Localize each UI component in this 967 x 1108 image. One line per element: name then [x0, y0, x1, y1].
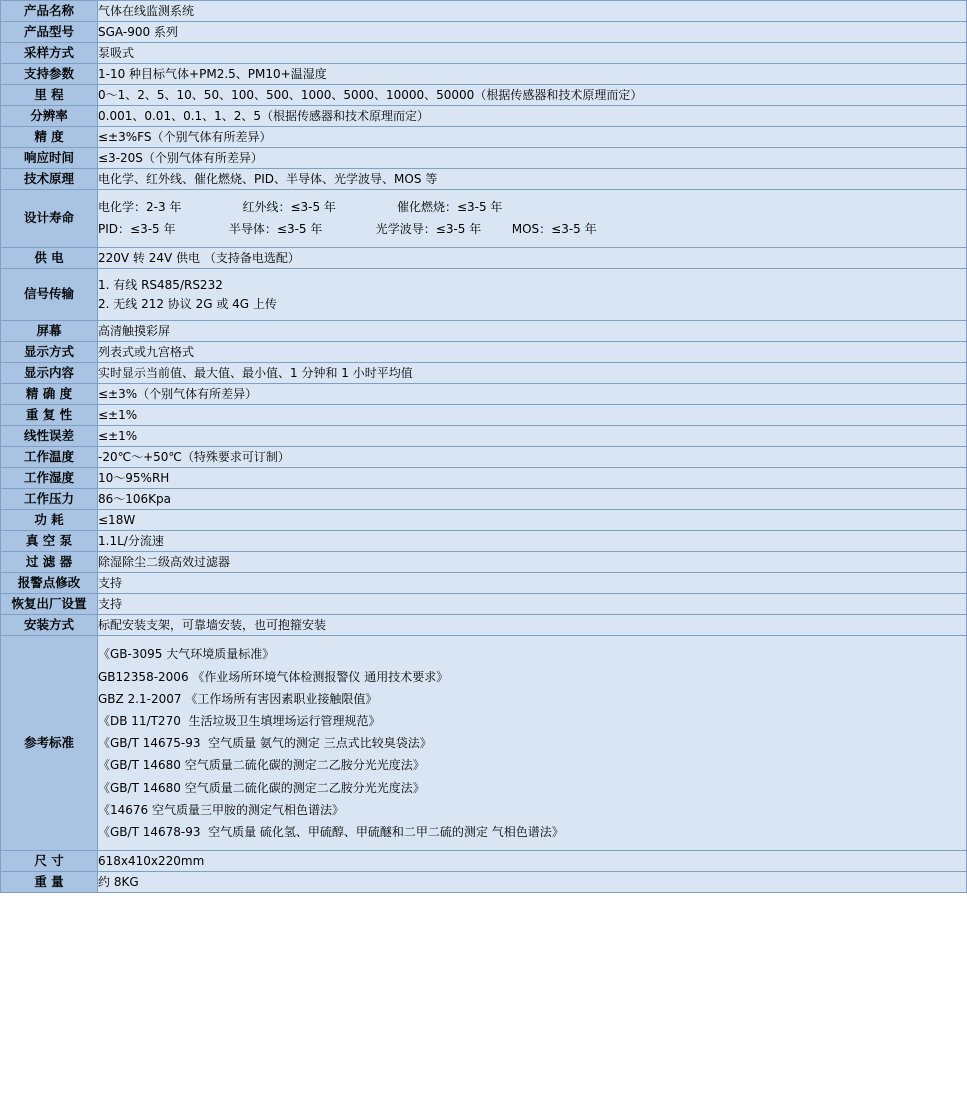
row-label: 工作温度	[1, 447, 98, 468]
row-label: 工作压力	[1, 489, 98, 510]
row-value: 支持	[98, 594, 967, 615]
row-value-line: 《14676 空气质量三甲胺的测定气相色谱法》	[98, 802, 344, 817]
row-value: 0.001、0.01、0.1、1、2、5（根据传感器和技术原理而定）	[98, 106, 967, 127]
row-value: 列表式或九宫格式	[98, 342, 967, 363]
row-value: 618x410x220mm	[98, 851, 967, 872]
table-row	[1, 363, 967, 384]
row-label: 线性误差	[1, 426, 98, 447]
row-label: 尺 寸	[1, 851, 98, 872]
row-label: 报警点修改	[1, 573, 98, 594]
row-value-line: 1. 有线 RS485/RS232	[98, 278, 223, 293]
row-label: 工作湿度	[1, 468, 98, 489]
table-row	[1, 468, 967, 489]
row-value: 0～1、2、5、10、50、100、500、1000、5000、10000、50000（根据传感器和技术原理而定）	[98, 85, 967, 106]
table-row	[1, 22, 967, 43]
row-value: 1.1L/分流速	[98, 531, 967, 552]
row-label: 精 确 度	[1, 384, 98, 405]
table-row	[1, 872, 967, 893]
row-value-line: 《DB 11/T270 生活垃圾卫生填埋场运行管理规范》	[98, 713, 381, 728]
table-row	[1, 552, 967, 573]
table-row	[1, 426, 967, 447]
row-value: 气体在线监测系统	[98, 1, 967, 22]
table-row	[1, 190, 967, 248]
row-value: 实时显示当前值、最大值、最小值、1 分钟和 1 小时平均值	[98, 363, 967, 384]
row-value-line: GBZ 2.1-2007 《工作场所有害因素职业接触限值》	[98, 691, 378, 706]
row-label: 功 耗	[1, 510, 98, 531]
row-label: 支持参数	[1, 64, 98, 85]
table-row	[1, 447, 967, 468]
table-row	[1, 64, 967, 85]
row-label: 真 空 泵	[1, 531, 98, 552]
row-label: 过 滤 器	[1, 552, 98, 573]
table-row	[1, 169, 967, 190]
row-label: 恢复出厂设置	[1, 594, 98, 615]
table-row	[1, 531, 967, 552]
row-label: 重 量	[1, 872, 98, 893]
row-value-line: 电化学：2-3 年 红外线：≤3-5 年 催化燃烧：≤3-5 年	[98, 200, 503, 214]
row-value: 泵吸式	[98, 43, 967, 64]
row-value: -20℃～+50℃（特殊要求可订制）	[98, 447, 967, 468]
table-row	[1, 106, 967, 127]
row-label: 显示内容	[1, 363, 98, 384]
row-value-line: 《GB/T 14675-93 空气质量 氨气的测定 三点式比较臭袋法》	[98, 736, 432, 751]
row-value-line: PID：≤3-5 年 半导体：≤3-5 年 光学波导：≤3-5 年 MOS：≤3-5 年	[98, 221, 597, 236]
table-row	[1, 615, 967, 636]
row-value: 电化学、红外线、催化燃烧、PID、半导体、光学波导、MOS 等	[98, 169, 967, 190]
row-value	[98, 190, 967, 248]
table-row	[1, 43, 967, 64]
table-row	[1, 269, 967, 321]
table-row	[1, 1, 967, 22]
row-label: 产品型号	[1, 22, 98, 43]
row-label: 供 电	[1, 248, 98, 269]
table-row	[1, 636, 967, 851]
row-label: 重 复 性	[1, 405, 98, 426]
table-row	[1, 851, 967, 872]
row-value-line: 《GB-3095 大气环境质量标准》	[98, 647, 275, 662]
row-label: 里 程	[1, 85, 98, 106]
row-value: 高清触摸彩屏	[98, 321, 967, 342]
table-row	[1, 127, 967, 148]
row-label: 分辨率	[1, 106, 98, 127]
row-value	[98, 636, 967, 851]
row-value: 支持	[98, 573, 967, 594]
table-row	[1, 594, 967, 615]
row-value-line: 2. 无线 212 协议 2G 或 4G 上传	[98, 296, 277, 311]
table-row	[1, 405, 967, 426]
row-value: ≤±1%	[98, 426, 967, 447]
table-row	[1, 489, 967, 510]
row-value: ≤18W	[98, 510, 967, 531]
row-value-line: GB12358-2006 《作业场所环境气体检测报警仪 通用技术要求》	[98, 669, 449, 684]
row-value: 10～95%RH	[98, 468, 967, 489]
row-label: 设计寿命	[1, 190, 98, 248]
row-value: SGA-900 系列	[98, 22, 967, 43]
table-row	[1, 573, 967, 594]
row-value: ≤±3%（个别气体有所差异）	[98, 384, 967, 405]
row-value: 标配安装支架，可靠墙安装，也可抱箍安装	[98, 615, 967, 636]
row-value: ≤3-20S（个别气体有所差异）	[98, 148, 967, 169]
row-value: 约 8KG	[98, 872, 967, 893]
row-value: 220V 转 24V 供电 （支持备电选配）	[98, 248, 967, 269]
row-label: 信号传输	[1, 269, 98, 321]
row-label: 产品名称	[1, 1, 98, 22]
row-label: 响应时间	[1, 148, 98, 169]
row-value: ≤±1%	[98, 405, 967, 426]
table-row	[1, 248, 967, 269]
table-row	[1, 321, 967, 342]
row-label: 精 度	[1, 127, 98, 148]
row-value-line: 《GB/T 14680 空气质量二硫化碳的测定二乙胺分光光度法》	[98, 780, 425, 795]
row-value-line: 《GB/T 14680 空气质量二硫化碳的测定二乙胺分光光度法》	[98, 758, 425, 773]
table-row	[1, 148, 967, 169]
table-row	[1, 342, 967, 363]
row-label: 技术原理	[1, 169, 98, 190]
table-body	[1, 1, 967, 893]
table-row	[1, 85, 967, 106]
row-label: 参考标准	[1, 636, 98, 851]
row-value-line: 《GB/T 14678-93 空气质量 硫化氢、甲硫醇、甲硫醚和二甲二硫的测定 气相色谱法》	[98, 824, 564, 839]
row-value: 86～106Kpa	[98, 489, 967, 510]
row-label: 屏幕	[1, 321, 98, 342]
row-value: 除湿除尘二级高效过滤器	[98, 552, 967, 573]
row-value: 1-10 种目标气体+PM2.5、PM10+温湿度	[98, 64, 967, 85]
row-value: ≤±3%FS（个别气体有所差异）	[98, 127, 967, 148]
table-row	[1, 384, 967, 405]
row-label: 显示方式	[1, 342, 98, 363]
row-value	[98, 269, 967, 321]
table-row	[1, 510, 967, 531]
row-label: 采样方式	[1, 43, 98, 64]
row-label: 安装方式	[1, 615, 98, 636]
